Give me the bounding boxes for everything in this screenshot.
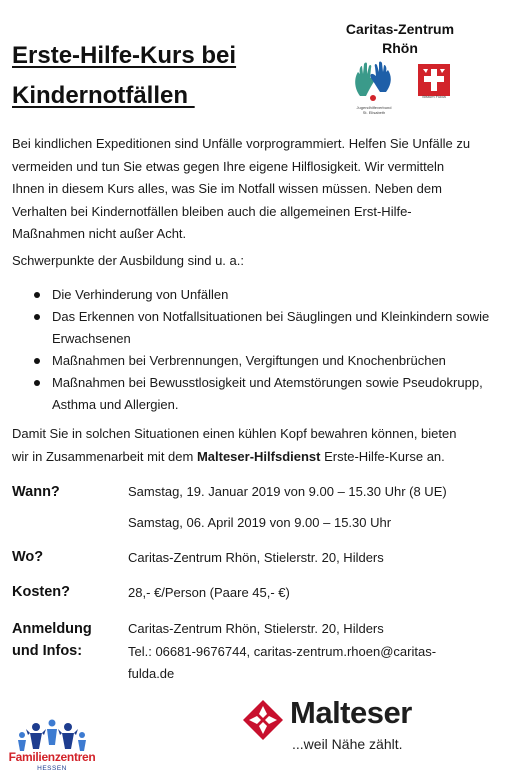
registration-contact[interactable]: Tel.: 06681-9676744, caritas-zentrum.rhoen@caritas- [128,644,437,659]
registration-label [12,618,92,662]
malteser-cross-icon [243,700,283,740]
caritas-org-name [330,20,470,58]
youth-caption-line-1: Jugendhilfeverbund [356,105,392,110]
focus-list [34,284,504,416]
diocese-logo-caption: Bistum Fulda [422,94,446,99]
registration-contact-cont[interactable]: fulda.de [128,666,175,681]
intro-line: vermeiden und tun Sie etwas gegen Ihre eigene Hilflosigkeit. Wir vermitteln [12,158,445,174]
registration-label-line-1: Anmeldung [12,621,92,637]
familienzentren-name: Familienzentren [8,750,96,764]
malteser-name: Malteser [290,695,412,730]
when-label: Wann? [12,484,60,500]
closing-text: wir in Zusammenarbeit mit dem [12,448,197,464]
cost-value: 28,- €/Person (Paare 45,- €) [128,585,290,600]
youth-logo-caption [344,105,404,115]
intro-line: Ihnen in diesem Kurs alles, was Sie im Notfall wissen müssen. Neben dem [12,181,442,196]
list-item-text: Maßnahmen bei Verbrennungen, Vergiftungen und Knochenbrüchen [52,353,446,368]
list-item [34,306,504,350]
closing-text: Erste-Hilfe-Kurse an. [320,448,445,464]
bullet-icon [34,314,40,320]
list-item [34,284,504,306]
list-item [34,350,504,372]
org-name-line-2: Rhön [382,40,418,56]
registration-address: Caritas-Zentrum Rhön, Stielerstr. 20, Hilders [128,621,384,636]
bullet-icon [34,380,40,386]
malteser-slogan: ...weil Nähe zählt. [292,736,403,752]
org-name-line-1: Caritas-Zentrum [345,21,455,37]
date-2: Samstag, 06. April 2019 von 9.00 – 15.30 Uhr [128,515,392,530]
location-value: Caritas-Zentrum Rhön, Stielerstr. 20, Hilders [128,550,384,565]
where-label: Wo? [12,549,44,565]
closing-paragraph [12,423,508,468]
focus-intro: Schwerpunkte der Ausbildung sind u. a.: [12,253,244,268]
list-item [34,372,504,416]
bullet-icon [34,292,40,298]
bullet-icon [34,358,40,364]
list-item-text: Das Erkennen von Notfallsituationen bei Säuglingen und Kleinkindern sowie Erwachsenen [52,309,490,346]
familienzentren-sub: HESSEN [37,765,67,772]
cost-label: Kosten? [12,584,70,600]
youth-caption-line-2: St. Elisabeth [362,110,386,115]
page-title-line-2: Kindernotfällen [12,82,195,109]
closing-line [12,446,508,469]
partner-name: Malteser-Hilfsdienst [196,448,321,464]
intro-paragraph [12,133,508,246]
list-item-text: Die Verhinderung von Unfällen [52,287,229,302]
date-1: Samstag, 19. Januar 2019 von 9.00 – 15.30 Uhr (8 UE) [128,484,447,499]
page-title-line-1: Erste-Hilfe-Kurs bei [12,42,237,69]
intro-line: Maßnahmen nicht außer Acht. [12,226,187,241]
registration-label-line-2: und Infos: [12,643,83,659]
list-item-text: Maßnahmen bei Bewusstlosigkeit und Atemstörungen sowie Pseudokrupp, Asthma und Allergien. [52,375,483,412]
intro-line: Verhalten bei Kindernotfällen bleiben auch die allgemeinen Erst-Hilfe- [12,203,412,219]
hands-logo-icon [350,60,396,104]
closing-line: Damit Sie in solchen Situationen einen kühlen Kopf bewahren können, bieten [12,426,457,441]
intro-line: Bei kindlichen Expeditionen sind Unfälle vorprogrammiert. Helfen Sie Unfälle zu [12,136,471,151]
